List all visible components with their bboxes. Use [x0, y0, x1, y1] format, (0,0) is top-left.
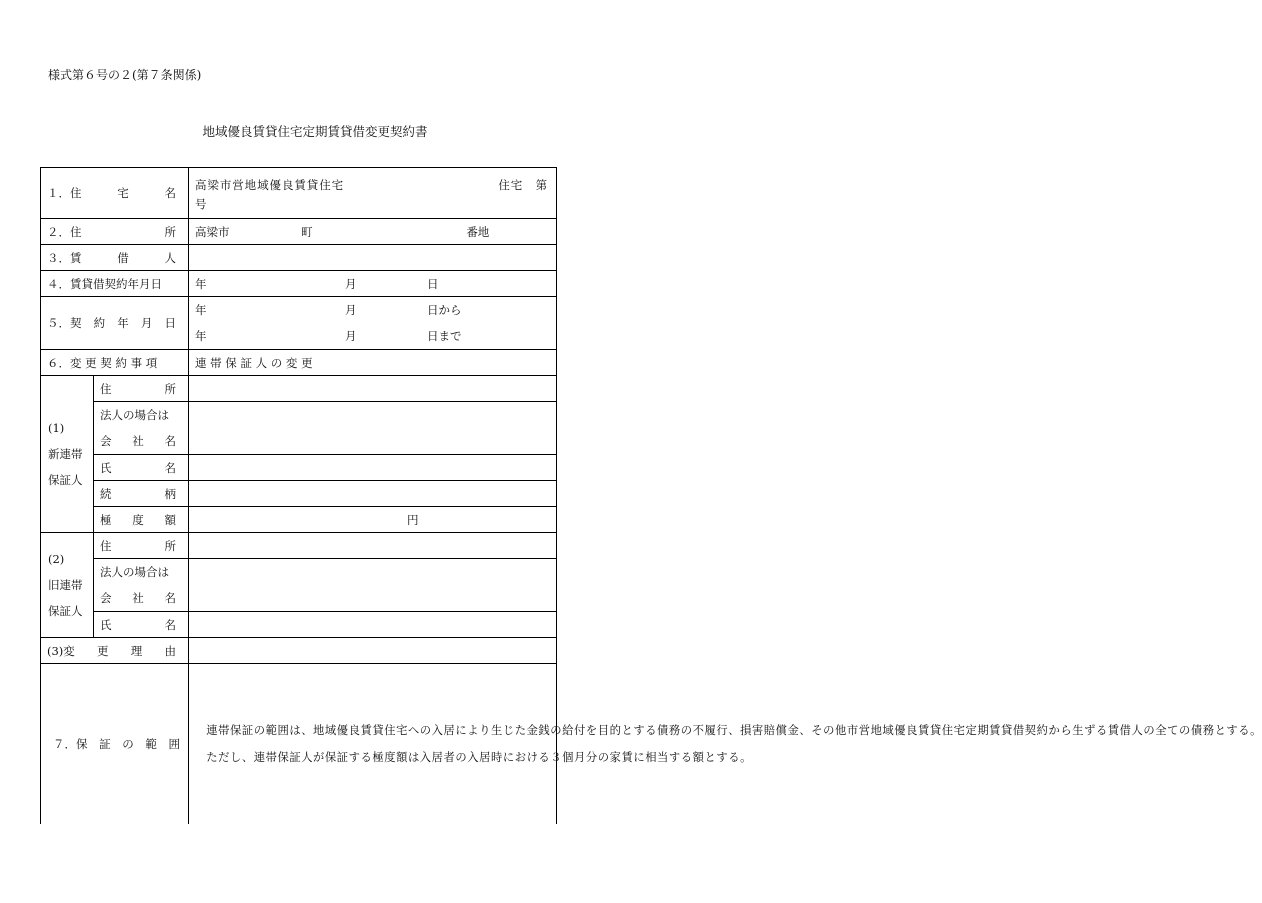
label-address: ２．住 所	[41, 219, 189, 245]
row-old-guarantor-company	[41, 559, 557, 612]
label-old-company: 法人の場合は 会 社 名	[94, 559, 189, 612]
label-contract-date: ４．賃貸借契約年月日	[41, 271, 189, 297]
row-housing-name	[41, 168, 557, 219]
period-from-month: 月	[345, 303, 357, 317]
change-reason-field[interactable]	[189, 638, 557, 664]
label-new-limit: 極 度 額	[94, 507, 189, 533]
row-old-guarantor-name	[41, 612, 557, 638]
label-change-item: ６．変 更 契 約 事 項	[41, 350, 189, 376]
label-guarantee-scope: ７．保 証 の 範 囲	[41, 664, 189, 824]
address-town: 町	[301, 224, 313, 239]
new-guarantor-company-field[interactable]	[189, 402, 557, 455]
guarantee-scope-para-1: 連帯保証の範囲は、地域優良賃貸住宅への入居により生じた金銭の給付を目的とする債務の不履行、損害賠償金、その他市営地域優良賃貸住宅定期賃貸借契約から生ずる賃借人の全ての債務とする。	[206, 723, 1262, 737]
period-to-year: 年	[195, 329, 207, 343]
period-from-day: 日から	[427, 303, 462, 317]
row-change-reason	[41, 638, 557, 664]
new-guarantor-limit-field[interactable]	[189, 507, 557, 533]
new-guarantor-address-field[interactable]	[189, 376, 557, 402]
row-address	[41, 219, 557, 245]
group-old-guarantor: (2) 旧連帯 保証人	[41, 533, 94, 638]
label-old-address: 住 所	[94, 533, 189, 559]
contract-date-year: 年	[195, 276, 207, 291]
row-new-guarantor-name	[41, 455, 557, 481]
contract-date-day: 日	[427, 276, 439, 291]
row-guarantee-scope	[41, 664, 557, 824]
label-housing-name: １．住 宅 名	[41, 168, 189, 219]
limit-unit: 円	[407, 512, 419, 527]
label-new-name: 氏 名	[94, 455, 189, 481]
housing-name-number: 号	[195, 197, 207, 211]
old-guarantor-name-field[interactable]	[189, 612, 557, 638]
new-guarantor-relation-field[interactable]	[189, 481, 557, 507]
old-guarantor-address-field[interactable]	[189, 533, 557, 559]
label-contract-period: ５．契 約 年 月 日	[41, 297, 189, 350]
row-new-guarantor-limit	[41, 507, 557, 533]
new-guarantor-name-field[interactable]	[189, 455, 557, 481]
lessee-field[interactable]	[189, 245, 557, 271]
housing-name-main: 高梁市営地域優良賃貸住宅	[195, 178, 345, 192]
period-to-month: 月	[345, 329, 357, 343]
row-contract-period	[41, 297, 557, 350]
address-city: 高梁市	[195, 224, 230, 239]
housing-name-field[interactable]	[189, 168, 557, 219]
label-lessee: ３．賃 借 人	[41, 245, 189, 271]
address-lot: 番地	[466, 224, 490, 239]
document-title: 地域優良賃貸住宅定期賃貸借変更契約書	[202, 124, 428, 139]
form-number: 様式第６号の２(第７条関係)	[48, 68, 202, 82]
row-lessee	[41, 245, 557, 271]
guarantee-scope-text	[189, 664, 1262, 824]
old-guarantor-company-field[interactable]	[189, 559, 557, 612]
guarantee-scope-para-2: ただし、連帯保証人が保証する極度額は入居者の入居時における３個月分の家賃に相当する額とする。	[206, 750, 752, 764]
label-new-relation: 続 柄	[94, 481, 189, 507]
period-to-day: 日まで	[427, 329, 462, 343]
contract-date-field[interactable]	[189, 271, 557, 297]
label-new-address: 住 所	[94, 376, 189, 402]
label-old-name: 氏 名	[94, 612, 189, 638]
row-change-item	[41, 350, 557, 376]
contract-period-field[interactable]	[189, 297, 557, 350]
row-new-guarantor-company	[41, 402, 557, 455]
contract-form-table	[40, 167, 1262, 824]
label-change-reason: (3)変 更 理 由	[41, 638, 189, 664]
housing-name-suffix: 住宅 第	[498, 178, 548, 192]
change-item-value: 連 帯 保 証 人 の 変 更	[189, 350, 557, 376]
contract-date-month: 月	[345, 276, 357, 291]
period-from-year: 年	[195, 303, 207, 317]
label-new-company: 法人の場合は 会 社 名	[94, 402, 189, 455]
row-old-guarantor-address	[41, 533, 557, 559]
group-new-guarantor: (1) 新連帯 保証人	[41, 376, 94, 533]
row-contract-date	[41, 271, 557, 297]
address-field[interactable]	[189, 219, 557, 245]
row-new-guarantor-relation	[41, 481, 557, 507]
row-new-guarantor-address	[41, 376, 557, 402]
